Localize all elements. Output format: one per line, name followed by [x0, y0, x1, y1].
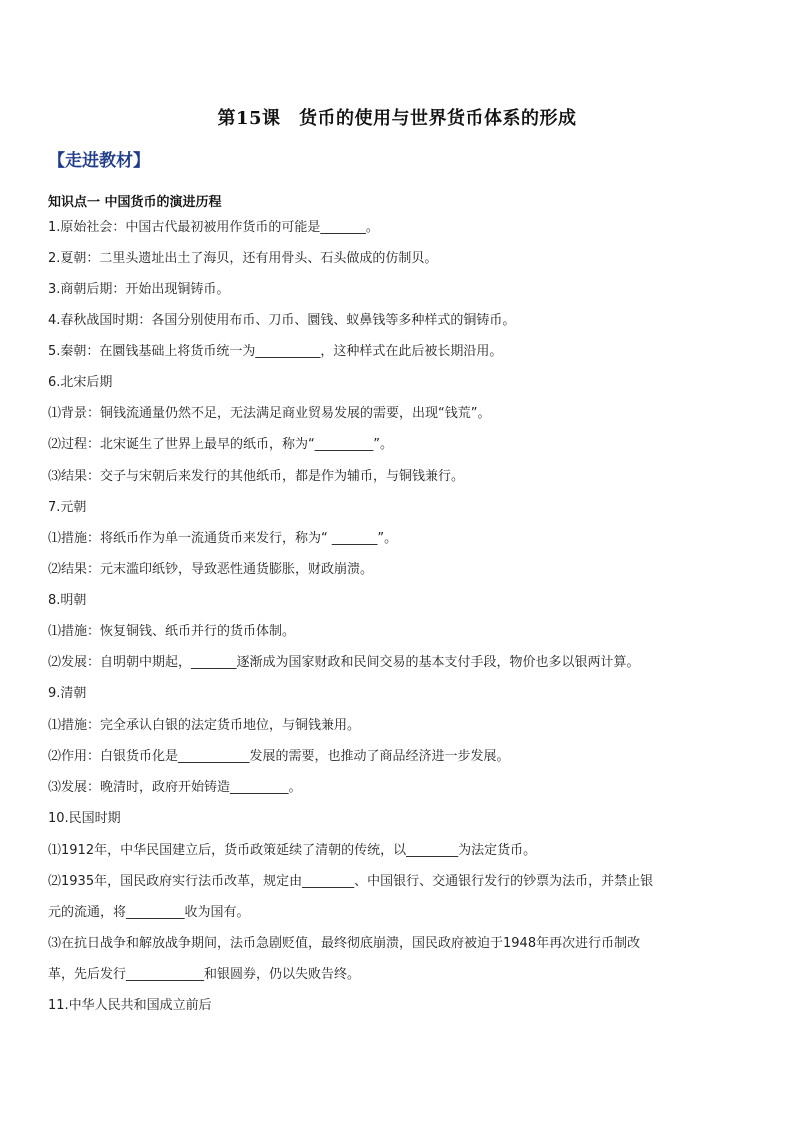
- text-line: 5.秦朝：在圜钱基础上将货币统一为__________，这种样式在此后被长期沿用。: [48, 344, 503, 359]
- text-line: ⑶发展：晚清时，政府开始铸造_________。: [48, 780, 302, 795]
- text-line: ⑴1912年，中华民国建立后，货币政策延续了清朝的传统，以________为法定货币。: [48, 843, 537, 858]
- text-line: ⑴措施：恢复铜钱、纸币并行的货币体制。: [48, 624, 296, 639]
- text-line: 1.原始社会：中国古代最初被用作货币的可能是_______。: [48, 220, 379, 235]
- knowledge-point-heading: 知识点一 中国货币的演进历程: [48, 195, 222, 210]
- text-line: 元的流通，将_________收为国有。: [48, 905, 250, 920]
- text-line: 革，先后发行____________和银圆券，仍以失败告终。: [48, 967, 361, 982]
- text-line: 3.商朝后期：开始出现铜铸币。: [48, 282, 230, 297]
- text-line: ⑶在抗日战争和解放战争期间，法币急剧贬值，最终彻底崩溃，国民政府被迫于1948年再次进行币制改: [48, 936, 641, 951]
- text-line: ⑶结果：交子与宋朝后来发行的其他纸币，都是作为辅币，与铜钱兼行。: [48, 469, 465, 484]
- text-line: ⑴措施：完全承认白银的法定货币地位，与铜钱兼用。: [48, 718, 361, 733]
- text-line: 7.元朝: [48, 500, 87, 515]
- text-line: ⑴措施：将纸币作为单一流通货币来发行，称为“ _______”。: [48, 531, 398, 546]
- section-header: 【走进教材】: [48, 151, 150, 171]
- text-line: ⑵过程：北宋诞生了世界上最早的纸币，称为“_________”。: [48, 437, 393, 452]
- text-line: 10.民国时期: [48, 811, 121, 826]
- text-line: 6.北宋后期: [48, 375, 113, 390]
- text-line: ⑵结果：元末滥印纸钞，导致恶性通货膨胀，财政崩溃。: [48, 562, 374, 577]
- text-line: 8.明朝: [48, 593, 87, 608]
- text-line: ⑴背景：铜钱流通量仍然不足，无法满足商业贸易发展的需要，出现“钱荒”。: [48, 406, 491, 421]
- lesson-title: 第15课 货币的使用与世界货币体系的形成: [217, 108, 577, 129]
- text-line: 2.夏朝：二里头遗址出土了海贝，还有用骨头、石头做成的仿制贝。: [48, 251, 438, 266]
- text-line: ⑵发展：自明朝中期起，_______逐渐成为国家财政和民间交易的基本支付手段，物价也多以银两计算。: [48, 655, 640, 670]
- text-line: ⑵1935年，国民政府实行法币改革，规定由________、中国银行、交通银行发行的钞票为法币，并禁止银: [48, 874, 654, 889]
- text-line: 9.清朝: [48, 686, 87, 701]
- text-line: 4.春秋战国时期：各国分别使用布币、刀币、圜钱、蚁鼻钱等多种样式的铜铸币。: [48, 313, 516, 328]
- text-line: ⑵作用：白银货币化是___________发展的需要，也推动了商品经济进一步发展。: [48, 749, 510, 764]
- text-line: 11.中华人民共和国成立前后: [48, 998, 212, 1013]
